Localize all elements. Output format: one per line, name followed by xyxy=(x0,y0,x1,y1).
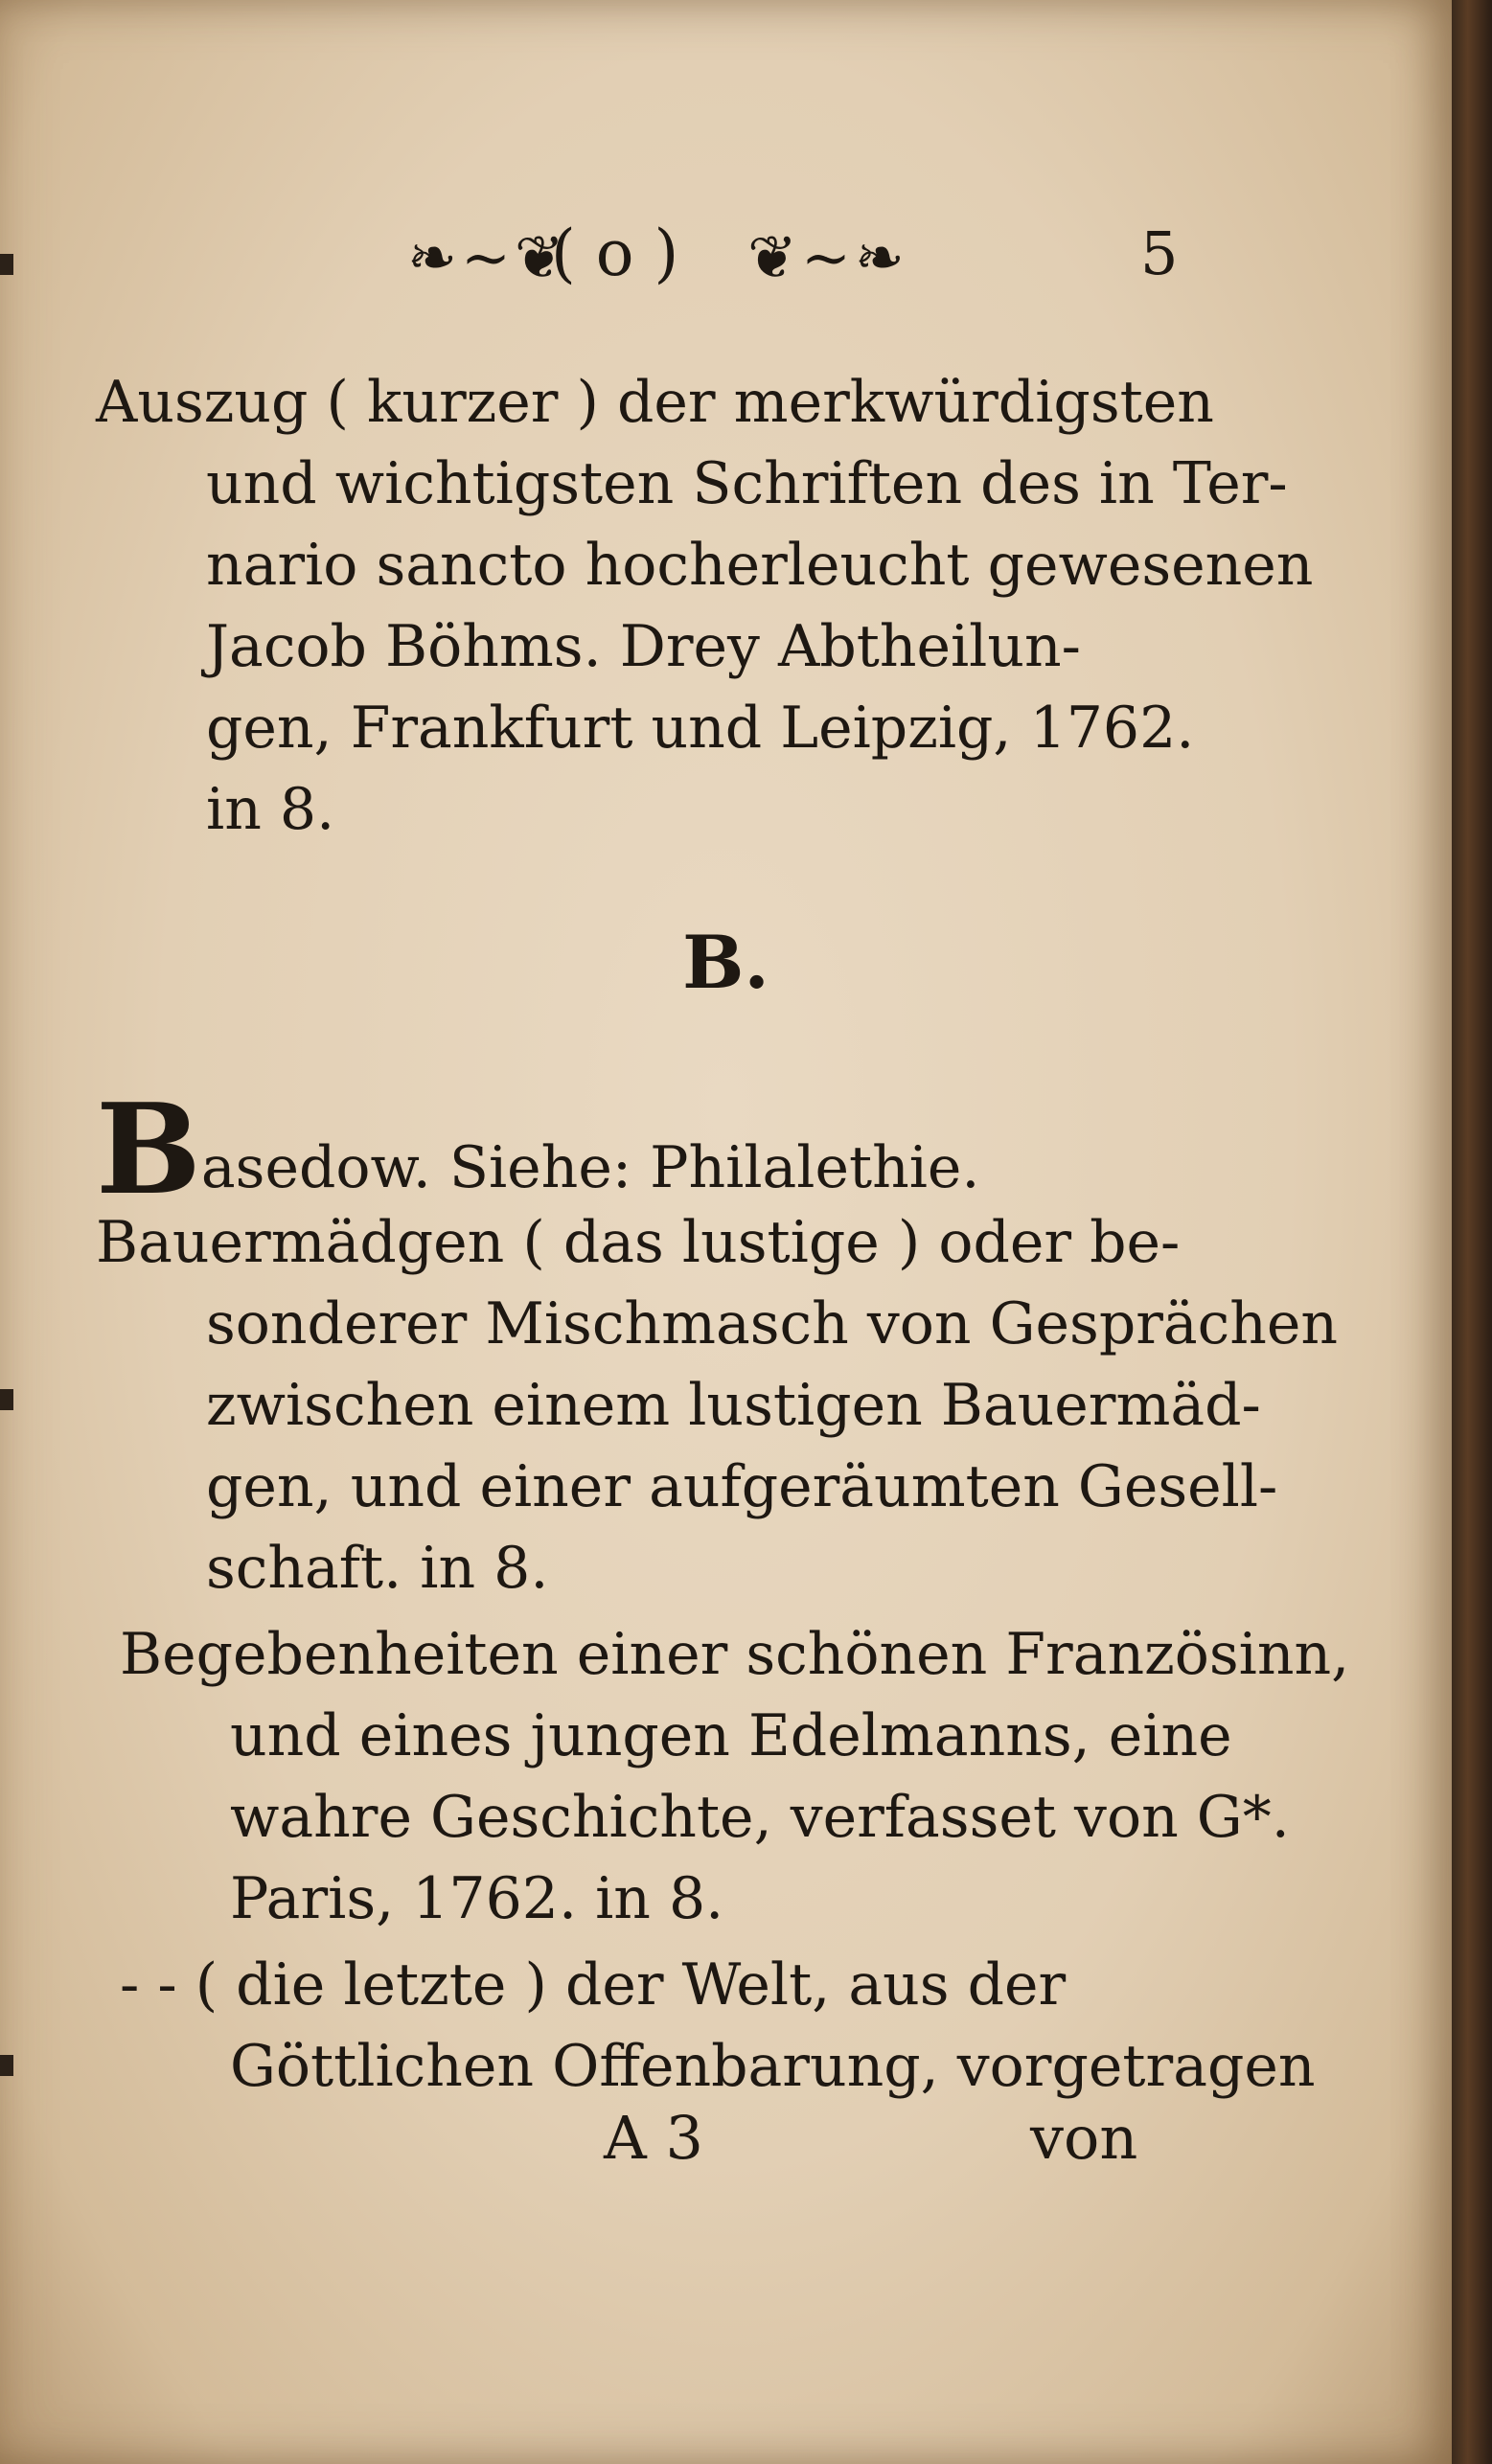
page-number: 5 xyxy=(1140,218,1179,288)
entry-basedow xyxy=(96,1076,980,1222)
entry-line: und eines jungen Edelmanns, eine xyxy=(230,1702,1232,1769)
ornament-right-icon: ❦~❧ xyxy=(747,222,908,292)
entry-bauermaedgen xyxy=(96,1202,1338,1609)
entry-line: gen, Frankfurt und Leipzig, 1762. xyxy=(206,695,1195,762)
entry-line: und wichtigsten Schriften des in Ter- xyxy=(206,450,1288,517)
entry-line: Paris, 1762. in 8. xyxy=(230,1865,724,1932)
entry-line: asedow. Siehe: Philalethie. xyxy=(200,1134,980,1201)
entry-line: Bauermädgen ( das lustige ) oder be- xyxy=(96,1209,1181,1276)
entry-line: Begebenheiten einer schönen Französinn, xyxy=(120,1621,1350,1688)
catchword: von xyxy=(1030,2103,1138,2173)
entry-line: gen, und einer aufgeräumten Gesell- xyxy=(206,1453,1278,1520)
entry-line: zwischen einem lustigen Bauermäd- xyxy=(206,1372,1261,1439)
signature-mark: A 3 xyxy=(604,2103,703,2173)
book-gutter xyxy=(1452,0,1492,2464)
entry-line: Auszug ( kurzer ) der merkwürdigsten xyxy=(96,369,1214,436)
entry-line: Göttlichen Offenbarung, vorgetragen xyxy=(230,2033,1316,2100)
drop-capital: B xyxy=(96,1076,201,1222)
entry-line: nario sancto hocherleucht gewesenen xyxy=(206,532,1314,599)
header-parenthetical: ( o ) xyxy=(551,217,679,290)
ornament-left-icon: ❧~❦ xyxy=(407,222,568,292)
entry-line: in 8. xyxy=(206,776,335,843)
entry-begebenheiten-letzte xyxy=(120,1945,1316,2108)
entry-line: Jacob Böhms. Drey Abtheilun- xyxy=(206,613,1081,680)
entry-line: wahre Geschichte, verfasset von G*. xyxy=(230,1784,1290,1851)
running-head xyxy=(0,217,1452,299)
entry-auszug xyxy=(96,362,1313,851)
edge-mark xyxy=(0,254,13,275)
entry-line: sonderer Mischmasch von Gesprächen xyxy=(206,1290,1339,1357)
section-letter-heading: B. xyxy=(682,920,769,1005)
edge-mark xyxy=(0,1389,13,1410)
edge-mark xyxy=(0,2055,13,2076)
entry-line: schaft. in 8. xyxy=(206,1535,549,1602)
entry-line: - - ( die letzte ) der Welt, aus der xyxy=(120,1951,1067,2019)
entry-begebenheiten xyxy=(120,1614,1349,1940)
